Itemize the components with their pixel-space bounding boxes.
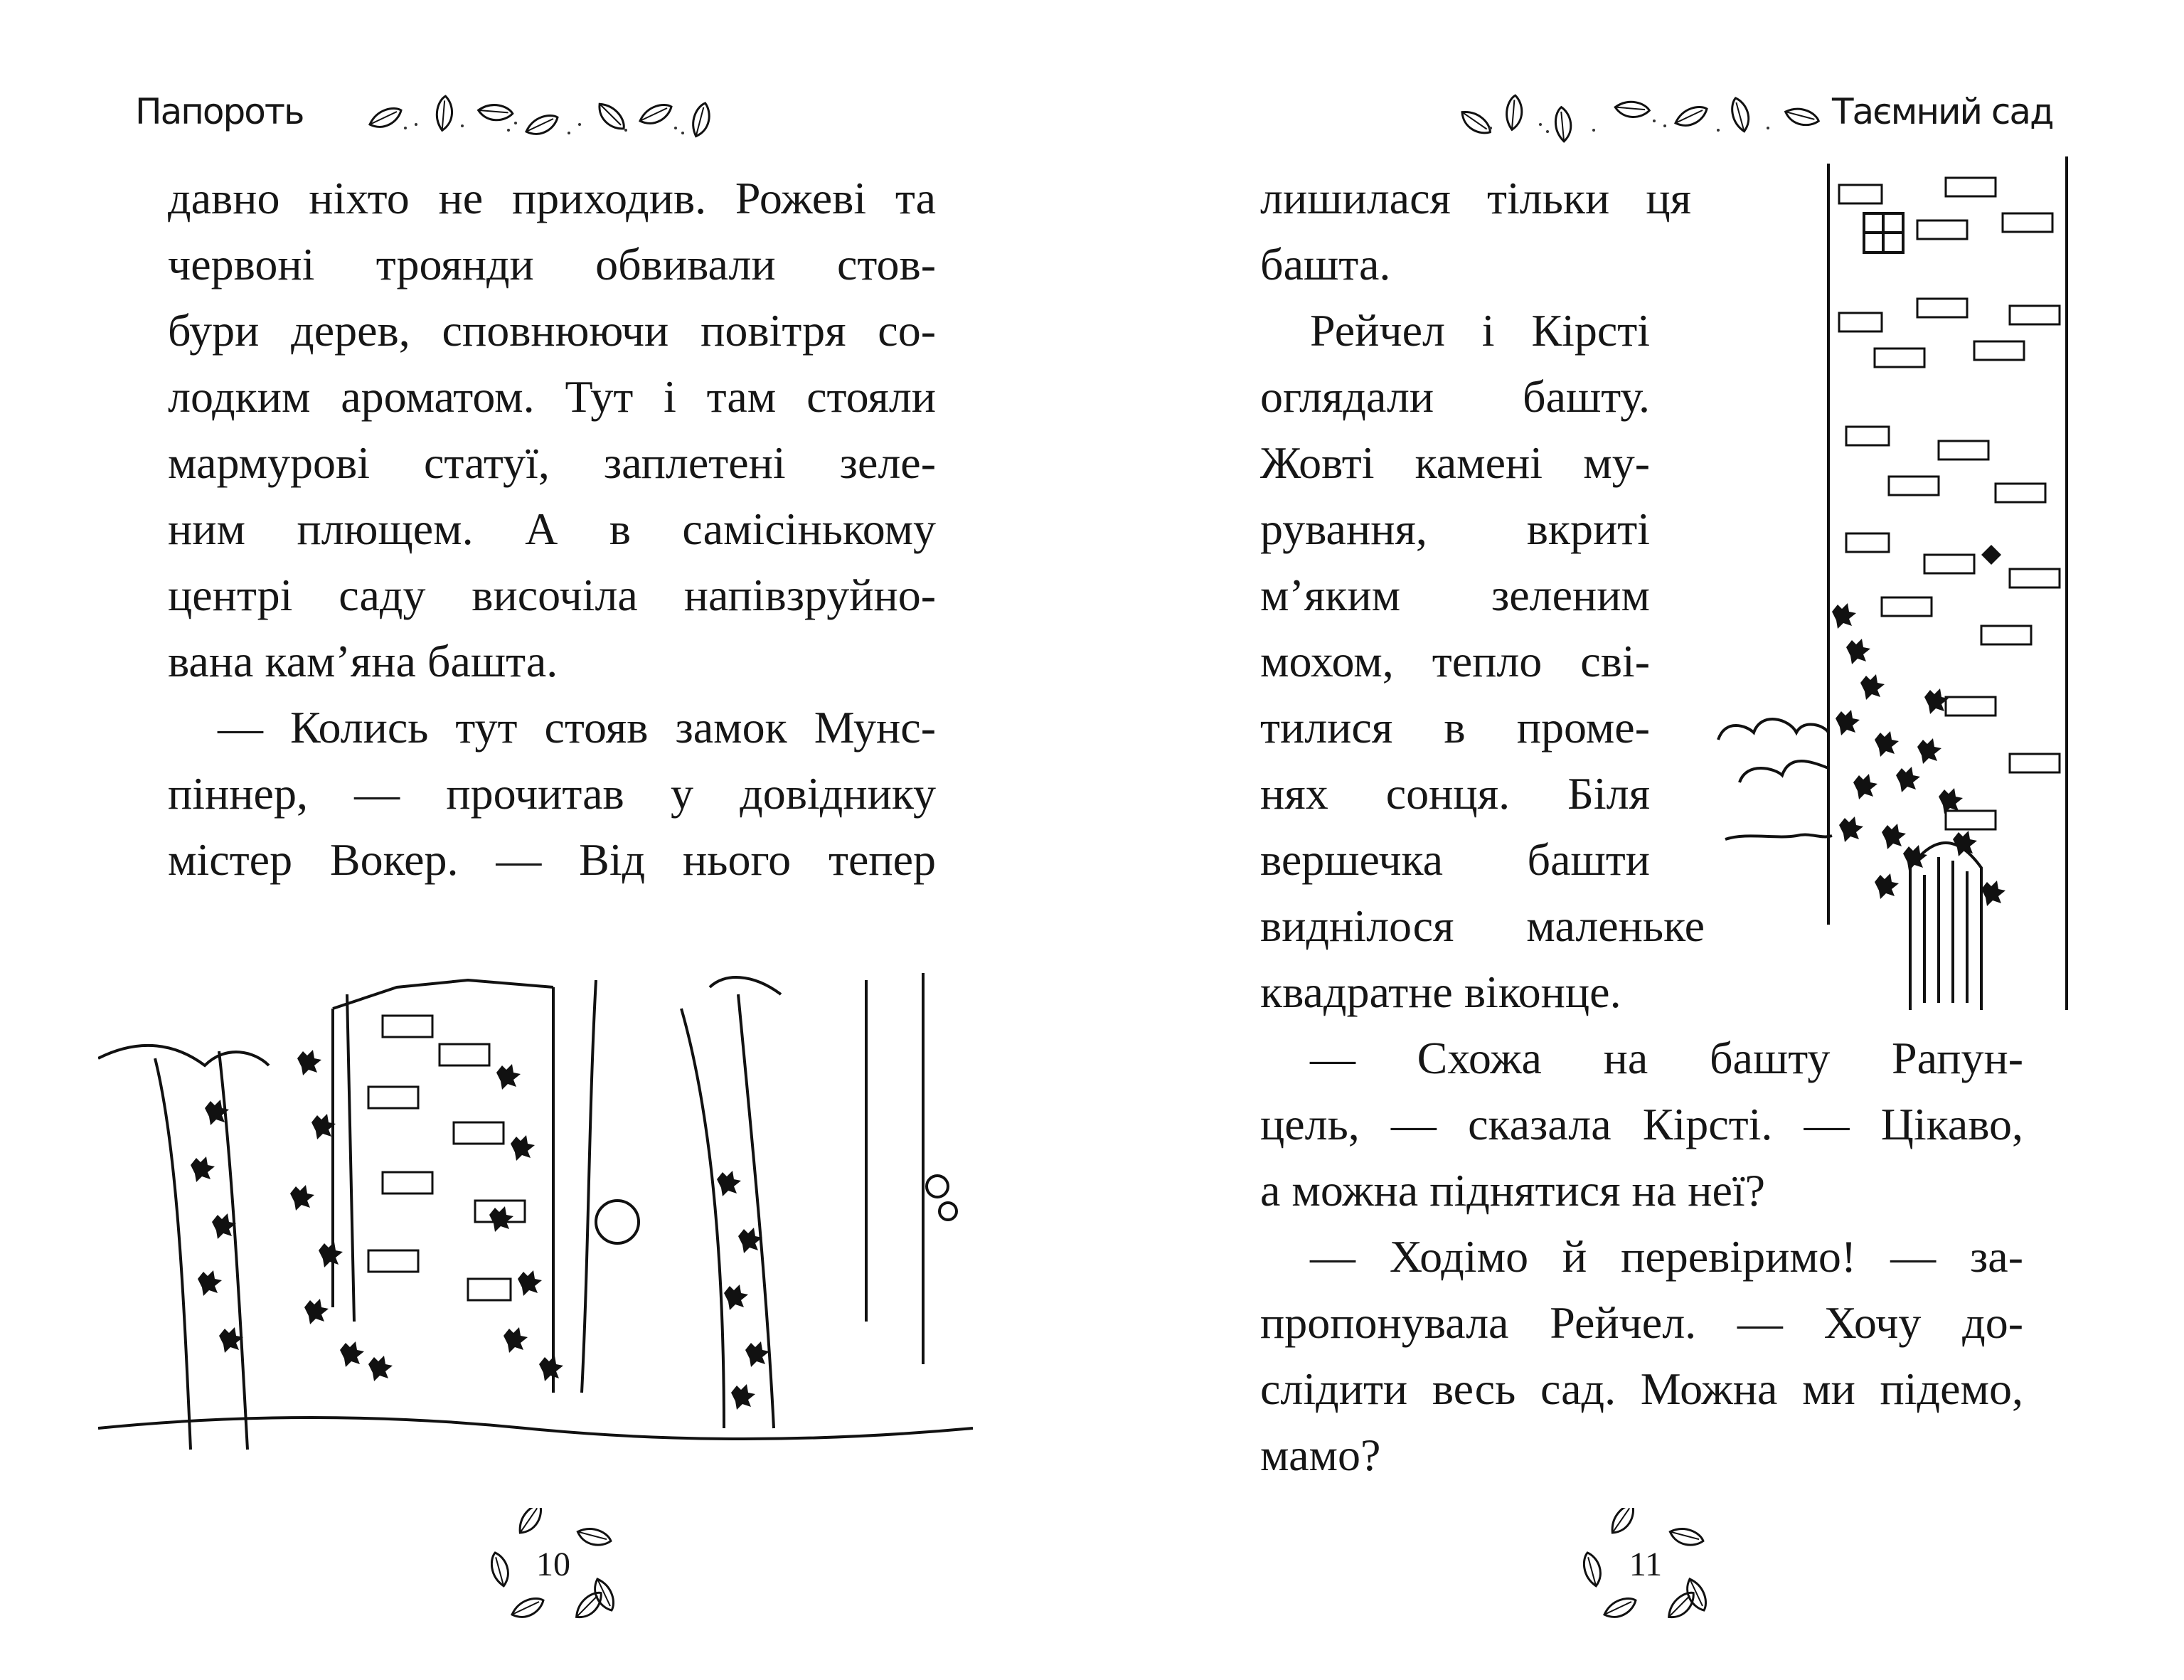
text-line: давно ніхто не приходив. Рожеві та bbox=[168, 173, 936, 223]
text-line: тилися в проме- bbox=[1260, 702, 1650, 753]
leaf-vine-ornament bbox=[1441, 89, 1839, 146]
text-line: — Ходімо й перевіримо! — за- bbox=[1310, 1231, 2023, 1282]
stone-tower-illustration bbox=[1711, 156, 2074, 1010]
running-head-left: Папороть bbox=[135, 91, 304, 132]
text-line: центрі саду височіла напівзруйно- bbox=[168, 570, 936, 620]
text-line: вершечка башти bbox=[1260, 834, 1650, 885]
text-line: нях сонця. Біля bbox=[1260, 768, 1650, 819]
text-line: пропонувала Рейчел. — Хочу до- bbox=[1260, 1297, 2023, 1348]
text-line: квадратне віконце. bbox=[1260, 967, 1621, 1017]
text-line: лодким ароматом. Тут і там стояли bbox=[168, 371, 936, 422]
text-line: Жовті камені му- bbox=[1260, 437, 1650, 488]
text-line: м’яким зеленим bbox=[1260, 570, 1650, 620]
text-line: червоні троянди обвивали стов- bbox=[168, 239, 936, 289]
text-line: — Колись тут стояв замок Мунс- bbox=[218, 702, 936, 753]
text-line: рування, вкриті bbox=[1260, 504, 1650, 554]
page-number: 10 bbox=[536, 1546, 570, 1583]
text-line: мармурові статуї, заплетені зеле- bbox=[168, 437, 936, 488]
text-line: слідити весь сад. Можна ми підемо, bbox=[1260, 1363, 2023, 1414]
text-line: лишилася тільки ця bbox=[1260, 173, 1691, 223]
text-line: містер Вокер. — Від нього тепер bbox=[168, 834, 936, 885]
text-line: виднілося маленьке bbox=[1260, 900, 1705, 951]
text-line: а можна піднятися на неї? bbox=[1260, 1165, 1766, 1216]
right-page bbox=[1092, 0, 2184, 1680]
page-number: 11 bbox=[1629, 1546, 1663, 1583]
leaf-vine-ornament bbox=[356, 89, 754, 146]
text-line: цель, — сказала Кірсті. — Цікаво, bbox=[1260, 1099, 2023, 1149]
running-head-right: Таємний сад bbox=[1832, 91, 2053, 132]
garden-ruins-illustration bbox=[98, 966, 973, 1464]
text-line: мамо? bbox=[1260, 1430, 1381, 1480]
text-line: — Схожа на башту Рапун- bbox=[1310, 1033, 2023, 1083]
text-line: башта. bbox=[1260, 239, 1391, 289]
text-line: мохом, тепло сві- bbox=[1260, 636, 1650, 686]
text-line: вана кам’яна башта. bbox=[168, 636, 558, 686]
text-line: оглядали башту. bbox=[1260, 371, 1650, 422]
text-line: ним плющем. А в самісінькому bbox=[168, 504, 936, 554]
text-line: піннер, — прочитав у довіднику bbox=[168, 768, 936, 819]
text-line: бури дерев, сповнюючи повітря со- bbox=[168, 305, 936, 356]
text-line: Рейчел і Кірсті bbox=[1310, 305, 1650, 356]
